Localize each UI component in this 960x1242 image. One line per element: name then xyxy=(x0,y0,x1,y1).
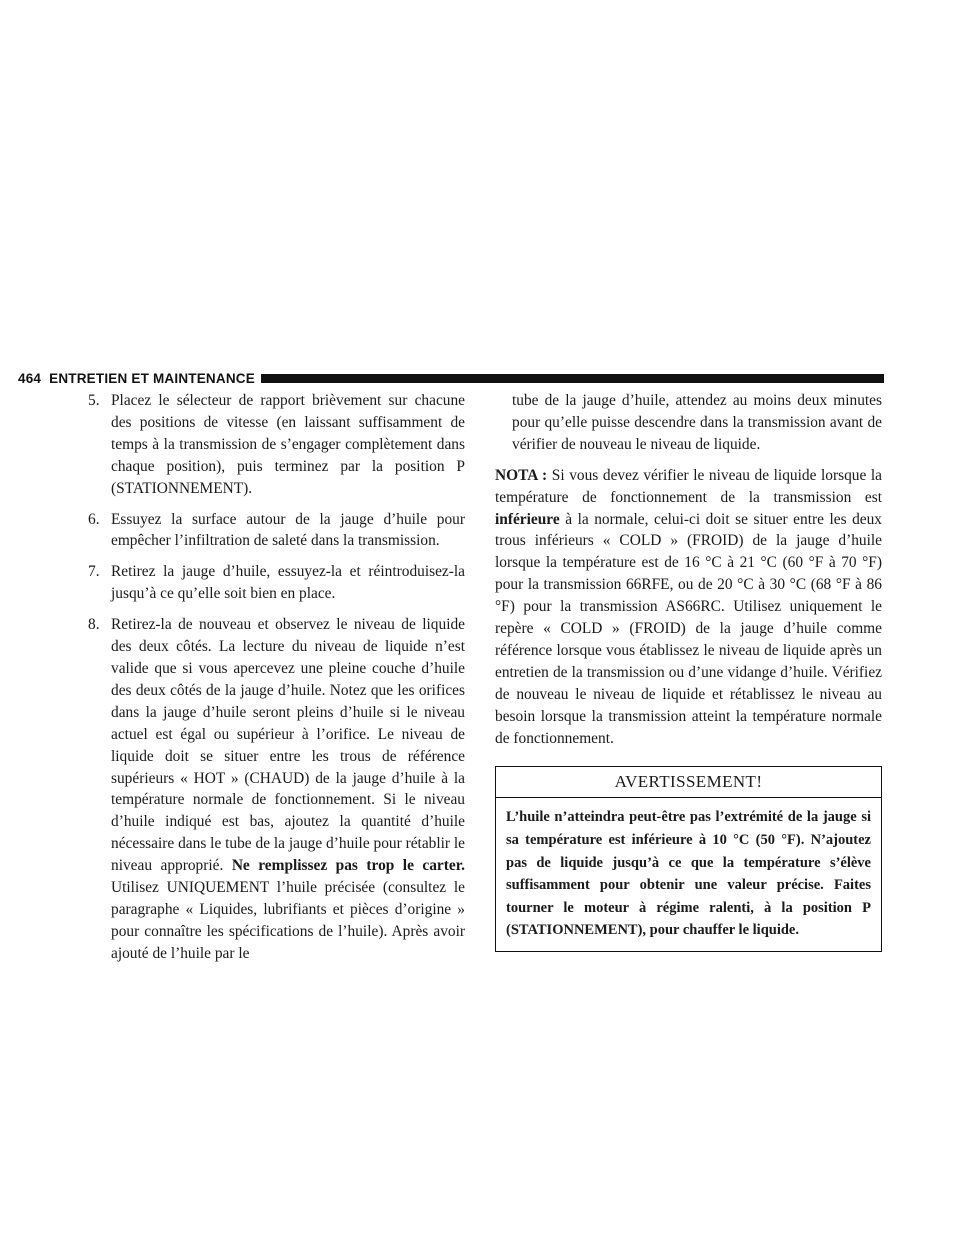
step-text xyxy=(111,614,465,965)
warning-text: L’huile n’atteindra peut-être pas l’extrémité de la jauge si sa température est inférieure à 10 °C (50 °F). N’ajoutez pas de liquide jusqu’à ce que la température s’élève suffisamment pour obtenir une valeur précise. Faites tourner le moteur à régime ralenti, à la position P (STATIONNEMENT), pour chauffer le liquide. xyxy=(506,809,871,939)
step-text: Essuyez la surface autour de la jauge d’huile pour empêcher l’infiltration de saleté dans la transmission. xyxy=(111,510,465,550)
note-label: NOTA : xyxy=(495,466,548,484)
warning-box xyxy=(495,766,882,952)
step-6 xyxy=(88,509,465,553)
step-text-part: Retirez-la de nouveau et observez le niveau de liquide des deux côtés. La lecture du niveau de liquide n’est valide que si vous apercevez une pleine couche d’huile des deux côtés de la jauge d’huile. Notez que les orifices dans la jauge d’huile seront pleins d’huile si le niveau actuel est égal ou supérieur à l’orifice. Le niveau de liquide doit se situer entre les trous de référence supérieurs « HOT » (CHAUD) de la jauge d’huile à la température normale de fonctionnement. Si le niveau d’huile indiqué est bas, ajoutez la quantité d’huile nécessaire dans le tube de la jauge d’huile pour rétablir le niveau approprié. xyxy=(111,616,465,875)
note-text-part: à la normale, celui-ci doit se situer entre les deux trous inférieurs « COLD » (FROID) de la jauge d’huile lorsque la température est de 16 °C à 21 °C (60 °F à 70 °F) pour la transmission 66RFE, ou de 20 °C à 30 °C (68 °F à 86 °F) pour la transmission AS66RC. Utilisez uniquement le repère « COLD » (FROID) de la jauge d’huile comme référence lorsque vous établissez le niveau de liquide après un entretien de la transmission ou d’une vidange d’huile. Vérifiez de nouveau le niveau de liquide et rétablissez le niveau au besoin lorsque la transmission atteint la température normale de fonctionnement. xyxy=(495,510,882,747)
step-8-continuation: tube de la jauge d’huile, attendez au moins deux minutes pour qu’elle puisse descendre dans la transmission avant de vérifier de nouveau le niveau de liquide. xyxy=(512,392,882,453)
step-number: 8. xyxy=(88,616,100,634)
step-text-part: Utilisez UNIQUEMENT l’huile précisée (consultez le paragraphe « Liquides, lubrifiants et pièces d’origine » pour connaître les spécifications de l’huile). Après avoir ajouté de l’huile par le xyxy=(111,879,465,962)
step-number: 6. xyxy=(88,510,100,528)
left-column xyxy=(88,390,465,974)
step-text: Retirez la jauge d’huile, essuyez-la et réintroduisez-la jusqu’à ce qu’elle soit bien en place. xyxy=(111,563,465,603)
note-paragraph xyxy=(495,465,882,750)
step-5 xyxy=(88,390,465,500)
step-7 xyxy=(88,561,465,605)
page-header xyxy=(18,368,884,388)
step-8 xyxy=(88,614,465,965)
step-number: 5. xyxy=(88,392,100,409)
step-bold-warning: Ne remplissez pas trop le carter. xyxy=(231,857,465,875)
step-number: 7. xyxy=(88,563,100,581)
note-bold-word: inférieure xyxy=(495,510,560,528)
warning-title: AVERTISSEMENT! xyxy=(496,767,881,799)
note-text-part: Si vous devez vérifier le niveau de liquide lorsque la température de fonctionnement de la transmission est xyxy=(495,466,882,506)
right-column xyxy=(495,390,882,952)
page-number: 464 xyxy=(18,370,42,386)
header-rule xyxy=(261,374,884,383)
step-text: Placez le sélecteur de rapport brièvement sur chacune des positions de vitesse (en laissant suffisamment de temps à la transmission de s’engager complètement dans chaque position), puis terminez par la position P (STATIONNEMENT). xyxy=(111,392,465,497)
section-title: ENTRETIEN ET MAINTENANCE xyxy=(49,370,255,386)
